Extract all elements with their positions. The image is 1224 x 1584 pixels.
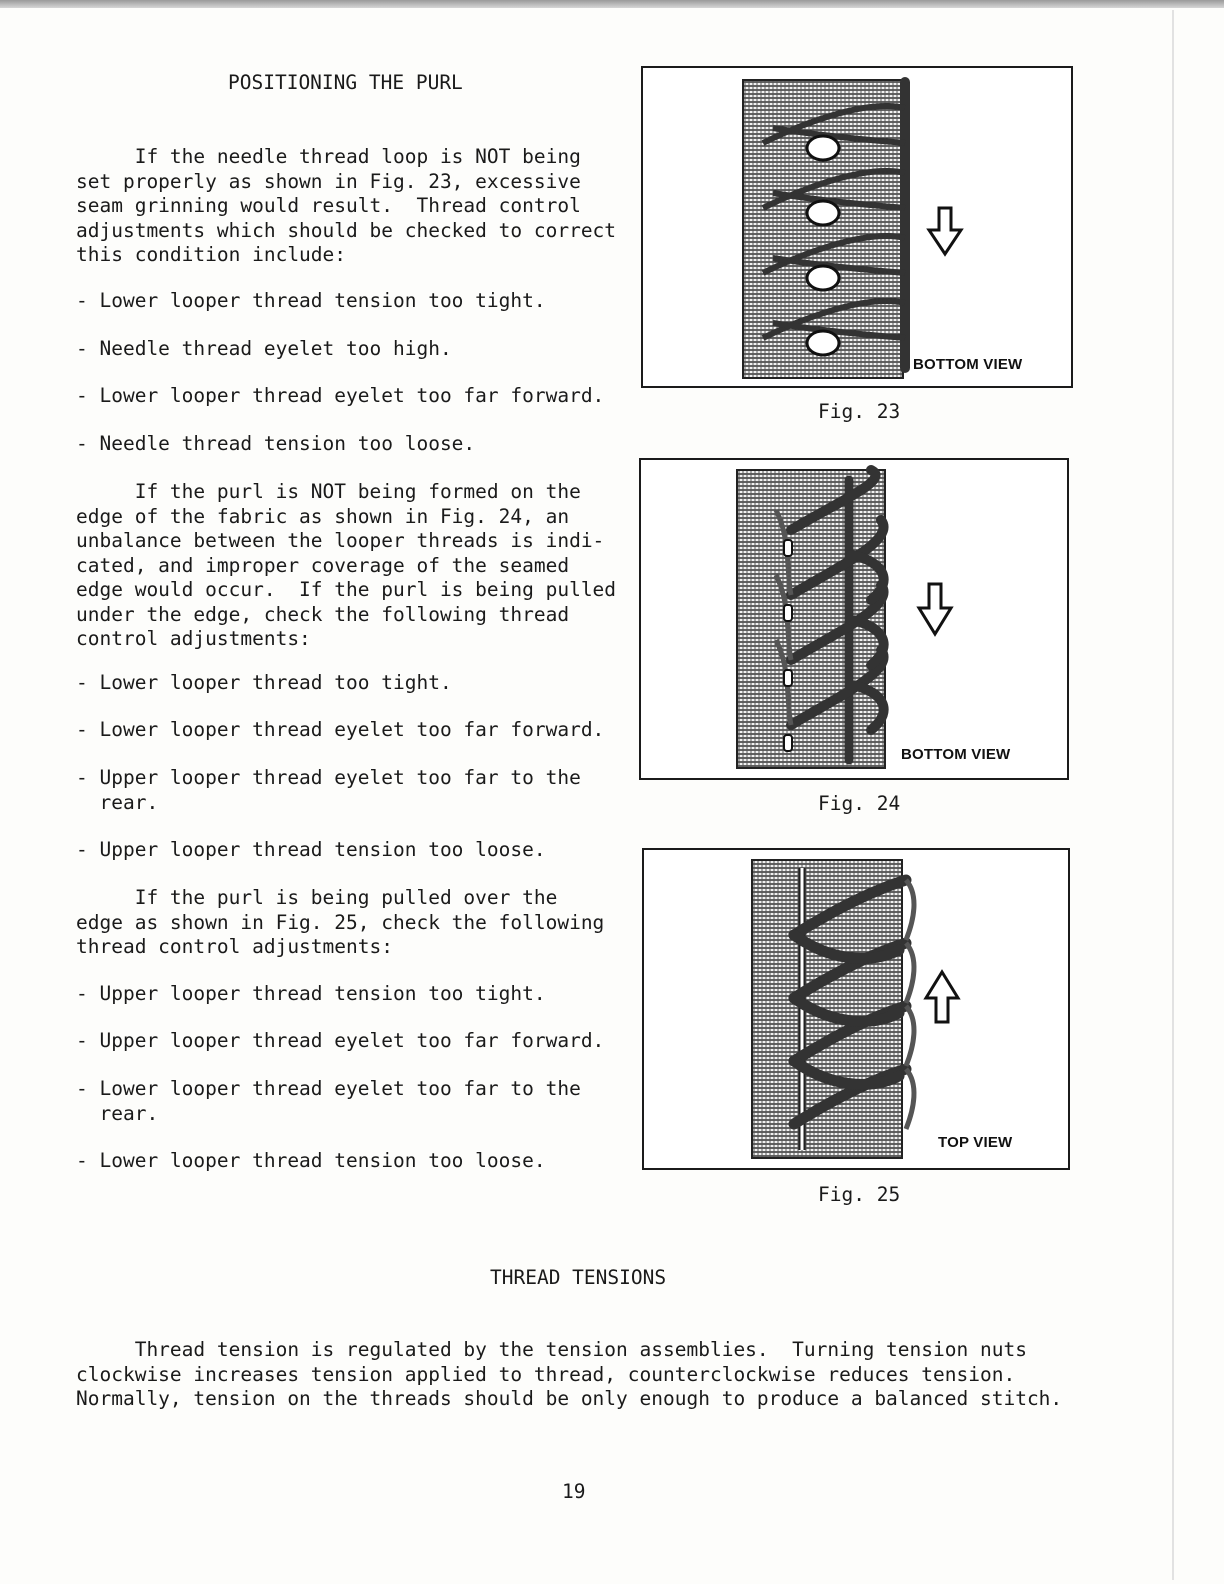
text-line: seam grinning would result. Thread control — [76, 194, 581, 217]
list-item: - Upper looper thread tension too tight. — [76, 982, 546, 1005]
text-line: If the purl is NOT being formed on the — [76, 480, 581, 503]
stitch-illustration-fig23 — [643, 68, 1071, 386]
text-line: Thread tension is regulated by the tension assemblies. Turning tension nuts — [76, 1338, 1027, 1361]
stitch-illustration-fig24 — [641, 460, 1067, 778]
text-line: Normally, tension on the threads should be only enough to produce a balanced stitch. — [76, 1387, 1063, 1410]
text-line: If the purl is being pulled over the — [76, 886, 558, 909]
scan-right-edge — [1172, 10, 1174, 1580]
arrow-up-icon — [926, 972, 958, 1022]
list-item: - Lower looper thread eyelet too far forward. — [76, 384, 605, 407]
figure-25 — [642, 848, 1070, 1170]
text-line: thread control adjustments: — [76, 935, 393, 958]
text-line: edge as shown in Fig. 25, check the following — [76, 910, 605, 934]
list-item: - Upper looper thread tension too loose. — [76, 838, 546, 861]
figure-23 — [641, 66, 1073, 388]
list-item: - Lower looper thread eyelet too far to the rear. — [76, 1077, 581, 1125]
text-line: under the edge, check the following thread — [76, 602, 570, 626]
list-item: - Lower looper thread tension too tight. — [76, 289, 546, 312]
list-item: - Lower looper thread tension too loose. — [76, 1149, 546, 1172]
figure-caption: Fig. 23 — [818, 400, 901, 423]
view-label: TOP VIEW — [938, 1134, 1013, 1151]
scan-top-edge — [0, 0, 1224, 8]
page-number: 19 — [562, 1480, 586, 1503]
list-item: - Needle thread eyelet too high. — [76, 337, 452, 360]
stitch-illustration-fig25 — [644, 850, 1068, 1168]
list-item: - Upper looper thread eyelet too far to the rear. — [76, 766, 581, 814]
paragraph-purl-edge — [76, 480, 616, 652]
view-label: BOTTOM VIEW — [901, 746, 1011, 763]
section-heading-positioning: POSITIONING THE PURL — [228, 71, 463, 94]
list-item: - Upper looper thread eyelet too far forward. — [76, 1029, 605, 1052]
text-line: set properly as shown in Fig. 23, excessive — [76, 169, 581, 193]
paragraph-purl-over — [76, 886, 604, 960]
text-line: this condition include: — [76, 243, 347, 266]
list-item: - Lower looper thread eyelet too far forward. — [76, 718, 605, 741]
text-line: If the needle thread loop is NOT being — [76, 145, 581, 168]
arrow-down-icon — [929, 208, 961, 254]
text-line: edge would occur. If the purl is being pulled — [76, 578, 617, 601]
text-line: adjustments which should be checked to correct — [76, 218, 617, 242]
text-line: control adjustments: — [76, 627, 311, 650]
paragraph-thread-tensions — [76, 1338, 1062, 1412]
text-line: edge of the fabric as shown in Fig. 24, an — [76, 504, 570, 528]
figure-caption: Fig. 24 — [818, 792, 901, 815]
text-line: unbalance between the looper threads is indi- — [76, 529, 605, 552]
arrow-down-icon — [919, 584, 951, 634]
list-item: - Lower looper thread too tight. — [76, 671, 452, 694]
text-line: clockwise increases tension applied to thread, counterclockwise reduces tension. — [76, 1362, 1016, 1386]
figure-caption: Fig. 25 — [818, 1183, 901, 1206]
text-line: cated, and improper coverage of the seamed — [76, 553, 570, 577]
figure-24 — [639, 458, 1069, 780]
paragraph-needle-loop — [76, 145, 616, 268]
view-label: BOTTOM VIEW — [913, 356, 1023, 373]
section-heading-thread-tensions: THREAD TENSIONS — [490, 1266, 667, 1289]
list-item: - Needle thread tension too loose. — [76, 432, 476, 455]
